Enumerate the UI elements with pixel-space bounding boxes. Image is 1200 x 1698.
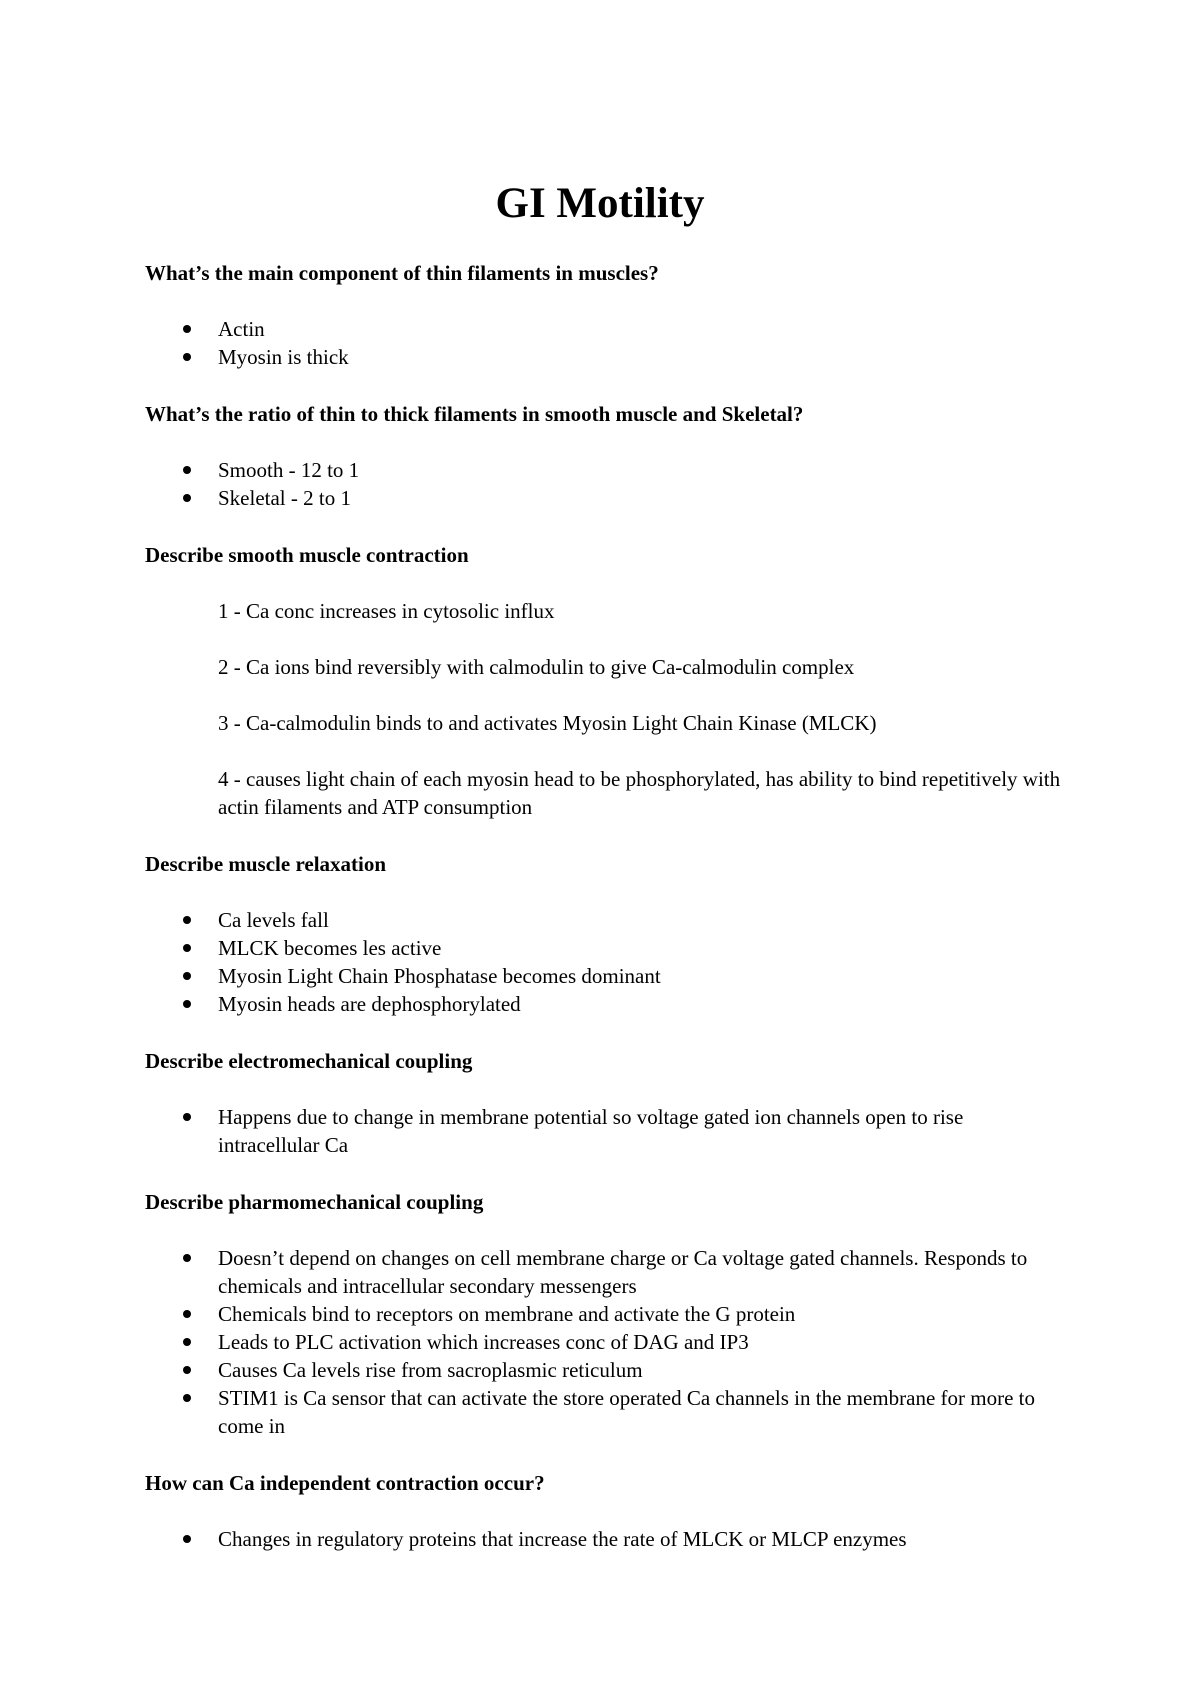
bullet-icon	[183, 916, 191, 924]
step-item: 1 - Ca conc increases in cytosolic influx	[218, 599, 555, 623]
question-heading: How can Ca independent contraction occur?	[145, 1471, 545, 1495]
bullet-icon	[183, 1310, 191, 1318]
answer-list	[145, 456, 1065, 512]
bullet-icon	[183, 494, 191, 502]
bullet-icon	[183, 325, 191, 333]
bullet-icon	[183, 1254, 191, 1262]
step-item: 3 - Ca-calmodulin binds to and activates Myosin Light Chain Kinase (MLCK)	[218, 711, 877, 735]
question-heading: What’s the main component of thin filaments in muscles?	[145, 261, 659, 285]
list-item: Myosin is thick	[145, 343, 1065, 371]
list-item: STIM1 is Ca sensor that can activate the store operated Ca channels in the membrane for more to come in	[145, 1384, 1065, 1440]
question-heading: What’s the ratio of thin to thick filaments in smooth muscle and Skeletal?	[145, 402, 804, 426]
bullet-icon	[183, 1113, 191, 1121]
bullet-icon	[183, 1366, 191, 1374]
answer-list	[145, 1244, 1065, 1440]
step-item: 2 - Ca ions bind reversibly with calmodulin to give Ca-calmodulin complex	[218, 655, 855, 679]
list-item: Skeletal - 2 to 1	[145, 484, 1065, 512]
list-item: Chemicals bind to receptors on membrane and activate the G protein	[145, 1300, 1065, 1328]
page-title: GI Motility	[495, 180, 705, 227]
bullet-icon	[183, 972, 191, 980]
list-item: Ca levels fall	[145, 906, 1065, 934]
list-item: Doesn’t depend on changes on cell membrane charge or Ca voltage gated channels. Responds to chemicals and intracellular secondary messengers	[145, 1244, 1065, 1300]
bullet-icon	[183, 944, 191, 952]
question-heading: Describe electromechanical coupling	[145, 1049, 473, 1073]
bullet-icon	[183, 466, 191, 474]
list-item: Changes in regulatory proteins that increase the rate of MLCK or MLCP enzymes	[145, 1525, 1065, 1553]
list-item: Happens due to change in membrane potential so voltage gated ion channels open to rise intracellular Ca	[145, 1103, 1065, 1159]
question-heading: Describe pharmomechanical coupling	[145, 1190, 484, 1214]
list-item: Leads to PLC activation which increases conc of DAG and IP3	[145, 1328, 1065, 1356]
bullet-icon	[183, 353, 191, 361]
answer-list	[145, 1103, 1065, 1159]
answer-list	[145, 906, 1065, 1018]
bullet-icon	[183, 1394, 191, 1402]
list-item: MLCK becomes les active	[145, 934, 1065, 962]
answer-list	[145, 1525, 1065, 1553]
step-item: 4 - causes light chain of each myosin head to be phosphorylated, has ability to bind repetitively with actin filaments and ATP consumption	[218, 767, 1061, 819]
list-item: Actin	[145, 315, 1065, 343]
bullet-icon	[183, 1535, 191, 1543]
bullet-icon	[183, 1338, 191, 1346]
list-item: Myosin heads are dephosphorylated	[145, 990, 1065, 1018]
list-item: Causes Ca levels rise from sacroplasmic reticulum	[145, 1356, 1065, 1384]
bullet-icon	[183, 1000, 191, 1008]
question-heading: Describe smooth muscle contraction	[145, 543, 469, 567]
list-item: Myosin Light Chain Phosphatase becomes dominant	[145, 962, 1065, 990]
question-heading: Describe muscle relaxation	[145, 852, 387, 876]
list-item: Smooth - 12 to 1	[145, 456, 1065, 484]
answer-list	[145, 315, 1065, 371]
